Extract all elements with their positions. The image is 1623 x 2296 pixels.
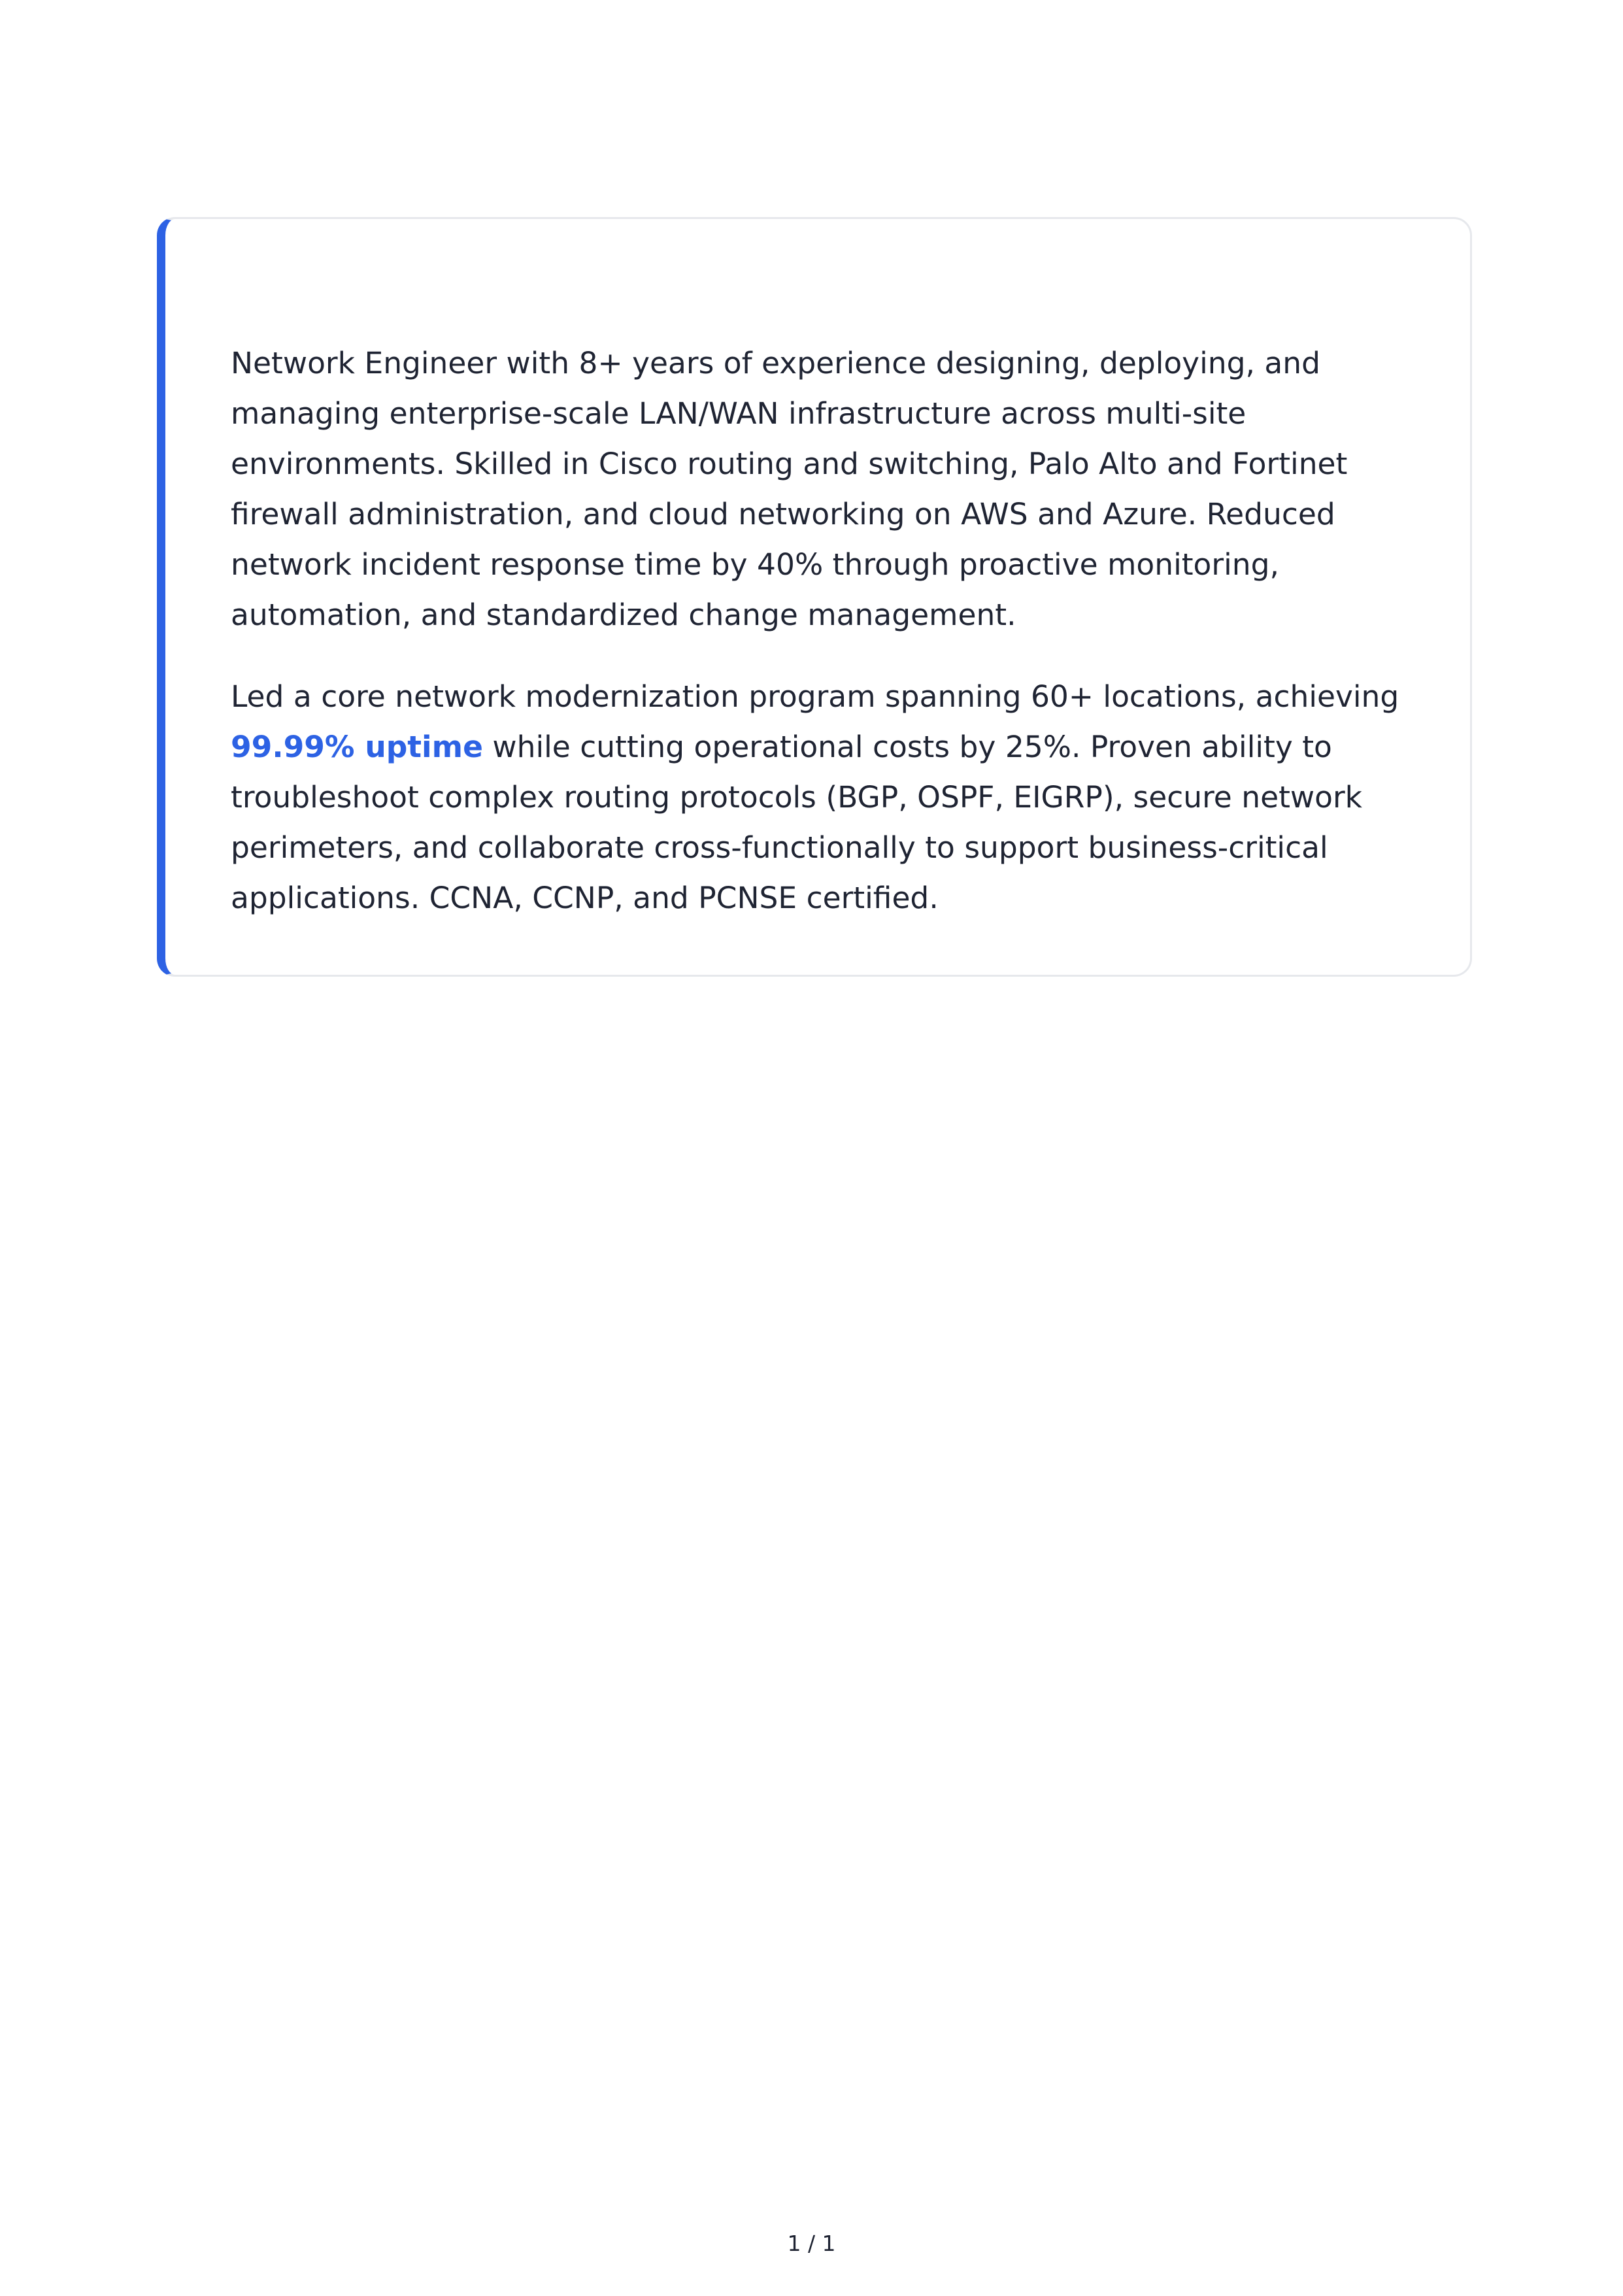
summary-paragraph-2-rest: while cutting operational costs by 25%. Proven ability to troubleshoot complex routing protocols (BGP, OSPF, EIGRP), secure network perimeters, and collaborate cross-functionally to support business-critical applications. CCNA, CCNP, and PCNSE certified. [231,730,1363,915]
summary-paragraph-1: Network Engineer with 8+ years of experience designing, deploying, and managing enterprise-scale LAN/WAN infrastructure across multi-site environments. Skilled in Cisco routing and switching, Palo Alto and Fortinet firewall administration, and cloud networking on AWS and Azure. Reduced network incident response time by 40% through proactive monitoring, automation, and standardized change management. [231,346,1348,632]
page-number: 1 / 1 [787,2231,836,2256]
professional-summary-card [157,217,1472,977]
summary-paragraph-2-intro: Led a core network modernization program spanning 60+ locations, achieving [231,679,1399,714]
uptime-highlight: 99.99% uptime [231,730,483,764]
summary-paragraph-2 [231,671,1405,923]
